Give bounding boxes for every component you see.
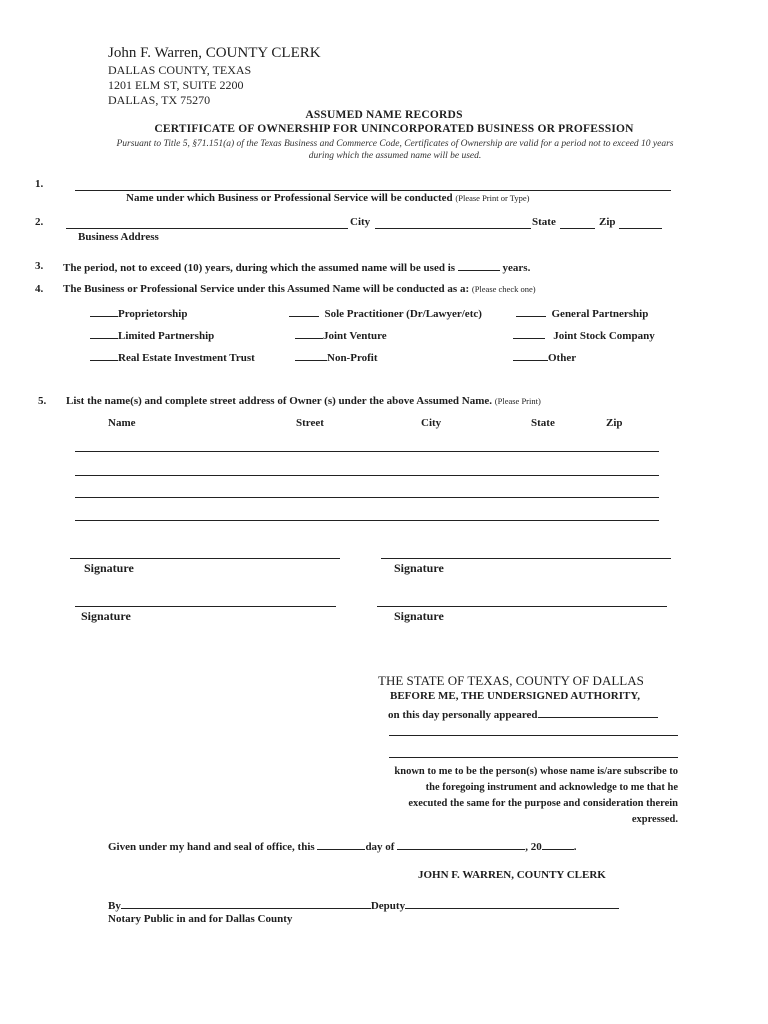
deputy-field[interactable]: [405, 898, 619, 909]
option-joint-venture[interactable]: Joint Venture: [295, 328, 387, 342]
zip-field[interactable]: [619, 228, 662, 229]
signature-label-3: Signature: [81, 609, 131, 623]
year-field[interactable]: [542, 839, 574, 850]
validity-note: Pursuant to Title 5, §71.151(a) of the Texas Business and Commerce Code, Certificates of Ownership are valid for a period not to exceed 10 years during which the assumed name will be used.: [116, 139, 674, 161]
acknowledgement-text: known to me to be the person(s) whose name is/are subscribe to the foregoing instrument and acknowledge to me that he executed the same for the purpose and consideration therein expressed.: [394, 766, 678, 825]
item-1-label: Name under which Business or Professional Service will be conducted (Please Print or Type): [126, 192, 530, 204]
appeared-line-3[interactable]: [389, 757, 678, 758]
item-2-number: 2.: [35, 216, 44, 228]
signature-label-2: Signature: [394, 561, 444, 575]
state-county-heading: THE STATE OF TEXAS, COUNTY OF DALLAS: [378, 673, 644, 688]
business-name-field[interactable]: [75, 190, 671, 191]
owner-line-1[interactable]: [75, 451, 659, 452]
item-4-text: The Business or Professional Service under this Assumed Name will be conducted as a: (Please check one): [63, 283, 536, 295]
business-address-field[interactable]: [66, 228, 348, 229]
signature-line-2[interactable]: [381, 558, 671, 559]
city-field[interactable]: [375, 228, 531, 229]
notary-public-label: Notary Public in and for Dallas County: [108, 913, 293, 925]
city-label: City: [350, 216, 371, 228]
appeared-line-2[interactable]: [389, 735, 678, 736]
item-5-number: 5.: [38, 395, 47, 407]
business-address-label: Business Address: [78, 231, 159, 243]
option-non-profit[interactable]: Non-Profit: [295, 350, 378, 364]
owner-line-2[interactable]: [75, 475, 659, 476]
by-field[interactable]: [121, 898, 371, 909]
option-limited-partnership[interactable]: Limited Partnership: [90, 328, 214, 342]
signature-line-3[interactable]: [75, 606, 336, 607]
item-4-number: 4.: [35, 283, 44, 295]
option-sole-practitioner[interactable]: Sole Practitioner (Dr/Lawyer/etc): [289, 306, 482, 320]
signature-line-4[interactable]: [377, 606, 667, 607]
before-me-text: BEFORE ME, THE UNDERSIGNED AUTHORITY,: [390, 690, 640, 702]
state-field[interactable]: [560, 228, 595, 229]
form-title: ASSUMED NAME RECORDS: [305, 109, 463, 121]
option-real-estate-trust[interactable]: Real Estate Investment Trust: [90, 350, 255, 364]
item-5-text: List the name(s) and complete street address of Owner (s) under the above Assumed Name. (Please Print): [66, 395, 541, 407]
option-joint-stock-company[interactable]: Joint Stock Company: [513, 328, 655, 342]
personally-appeared-text: on this day personally appeared: [388, 707, 658, 721]
item-3-text: The period, not to exceed (10) years, during which the assumed name will be used is years.: [63, 262, 531, 274]
clerk-name: John F. Warren, COUNTY CLERK: [108, 45, 321, 61]
option-other[interactable]: Other: [513, 350, 576, 364]
address-line-2: 1201 ELM ST, SUITE 2200: [108, 78, 244, 92]
month-field[interactable]: [397, 839, 525, 850]
signature-line-1[interactable]: [70, 558, 340, 559]
owner-line-4[interactable]: [75, 520, 659, 521]
form-subtitle: CERTIFICATE OF OWNERSHIP FOR UNINCORPORATED BUSINESS OR PROFESSION: [154, 123, 634, 135]
appeared-name-field[interactable]: [538, 707, 658, 718]
column-city: City: [421, 417, 442, 429]
years-field[interactable]: [458, 260, 500, 271]
column-name: Name: [108, 417, 136, 429]
deputy-line: By Deputy: [108, 898, 619, 912]
item-1-number: 1.: [35, 178, 44, 190]
signature-label-4: Signature: [394, 609, 444, 623]
zip-label: Zip: [599, 216, 616, 228]
signature-label-1: Signature: [84, 561, 134, 575]
option-general-partnership[interactable]: General Partnership: [516, 306, 648, 320]
address-line-1: DALLAS COUNTY, TEXAS: [108, 63, 252, 77]
address-line-3: DALLAS, TX 75270: [108, 93, 211, 107]
column-zip: Zip: [606, 417, 623, 429]
owner-line-3[interactable]: [75, 497, 659, 498]
day-field[interactable]: [317, 839, 365, 850]
column-street: Street: [296, 417, 324, 429]
option-proprietorship[interactable]: Proprietorship: [90, 306, 187, 320]
state-label: State: [532, 216, 556, 228]
column-state: State: [531, 417, 555, 429]
item-3-number: 3.: [35, 260, 44, 272]
clerk-signature-title: JOHN F. WARREN, COUNTY CLERK: [418, 869, 606, 881]
given-under-hand-text: Given under my hand and seal of office, this day of , 20 .: [108, 841, 577, 853]
